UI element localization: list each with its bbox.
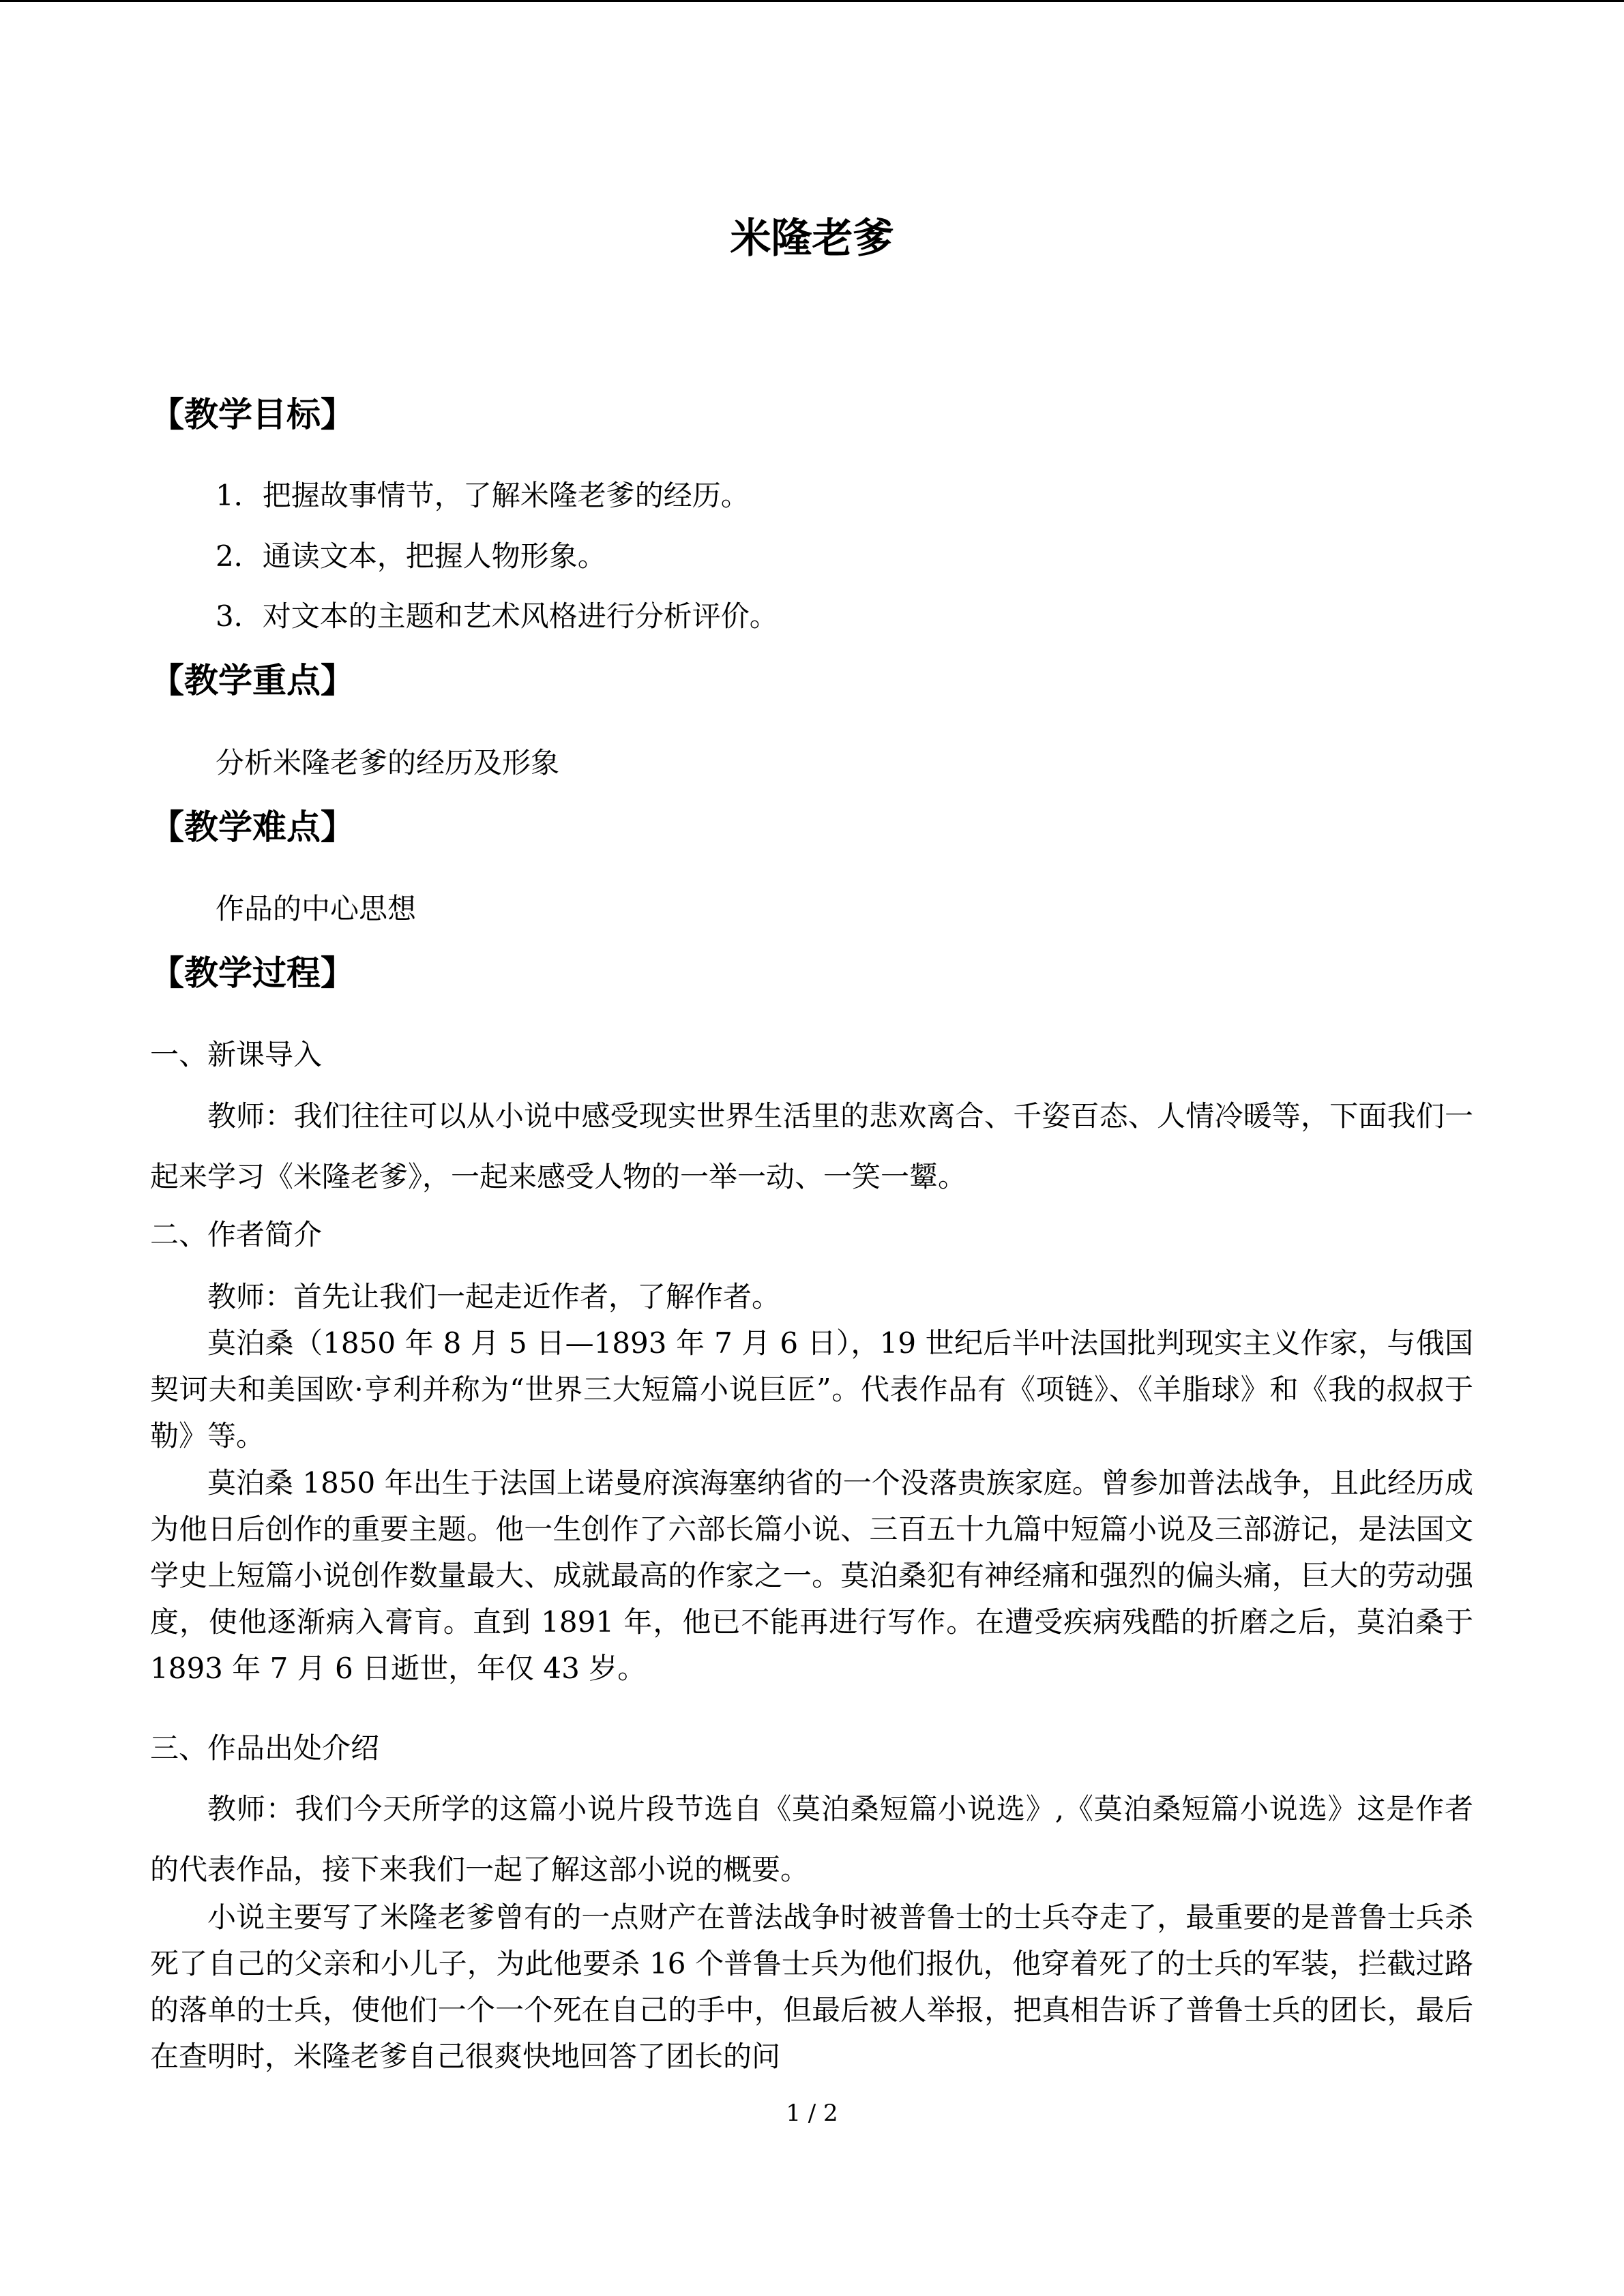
goal-item: 1．把握故事情节，了解米隆老爹的经历。 [216, 479, 750, 512]
document-title: 米隆老爹 [730, 215, 894, 263]
paragraph: 教师：首先让我们一起走近作者，了解作者。 [207, 1280, 781, 1313]
heading-difficulties: 【教学难点】 [150, 807, 355, 847]
page-number: 1 / 2 [786, 2100, 838, 2127]
key-points-text: 分析米隆老爹的经历及形象 [216, 746, 560, 779]
part-title-intro: 一、新课导入 [150, 1038, 323, 1071]
part-title-source: 三、作品出处介绍 [150, 1731, 380, 1765]
paragraph: 教师：我们今天所学的这篇小说片段节选自《莫泊桑短篇小说选》,《莫泊桑短篇小说选》这是作者的代表作品，接下来我们一起了解这部小说的概要。 [150, 1792, 1473, 1886]
paragraph: 小说主要写了米隆老爹曾有的一点财产在普法战争时被普鲁士的士兵夺走了，最重要的是普鲁士兵杀死了自己的父亲和小儿子，为此他要杀 16 个普鲁士兵为他们报仇，他穿着死了的士兵的军装，拦截过路的落单的士兵，使他们一个一个死在自己的手中，但最后被人举报，把真相告诉了普鲁士兵的团长，最后在查明时，米隆老爹自己很爽快地回答了团长的问 [150, 1900, 1473, 2073]
paragraph: 莫泊桑 1850 年出生于法国上诺曼府滨海塞纳省的一个没落贵族家庭。曾参加普法战争，且此经历成为他日后创作的重要主题。他一生创作了六部长篇小说、三百五十九篇中短篇小说及三部游记，是法国文学史上短篇小说创作数量最大、成就最高的作家之一。莫泊桑犯有神经痛和强烈的偏头痛，巨大的劳动强度，使他逐渐病入膏肓。直到 1891 年，他已不能再进行写作。在遭受疾病残酷的折磨之后，莫泊桑于 1893 年 7 月 6 日逝世，年仅 43 岁。 [150, 1466, 1473, 1685]
part-title-author: 二、作者简介 [150, 1218, 323, 1251]
paragraph: 莫泊桑（1850 年 8 月 5 日—1893 年 7 月 6 日），19 世纪后半叶法国批判现实主义作家，与俄国契诃夫和美国欧·亨利并称为“世界三大短篇小说巨匠”。代表作品有《项链》、《羊脂球》和《我的叔叔于勒》等。 [150, 1326, 1473, 1452]
goal-item: 3．对文本的主题和艺术风格进行分析评价。 [216, 599, 778, 633]
goal-item: 2．通读文本，把握人物形象。 [216, 539, 606, 573]
paragraph: 教师：我们往往可以从小说中感受现实世界生活里的悲欢离合、千姿百态、人情冷暖等，下面我们一起来学习《米隆老爹》，一起来感受人物的一举一动、一笑一颦。 [150, 1099, 1473, 1193]
heading-teaching-goals: 【教学目标】 [150, 395, 355, 434]
difficulties-text: 作品的中心思想 [216, 892, 417, 925]
heading-key-points: 【教学重点】 [150, 661, 355, 700]
heading-teaching-process: 【教学过程】 [150, 953, 355, 993]
